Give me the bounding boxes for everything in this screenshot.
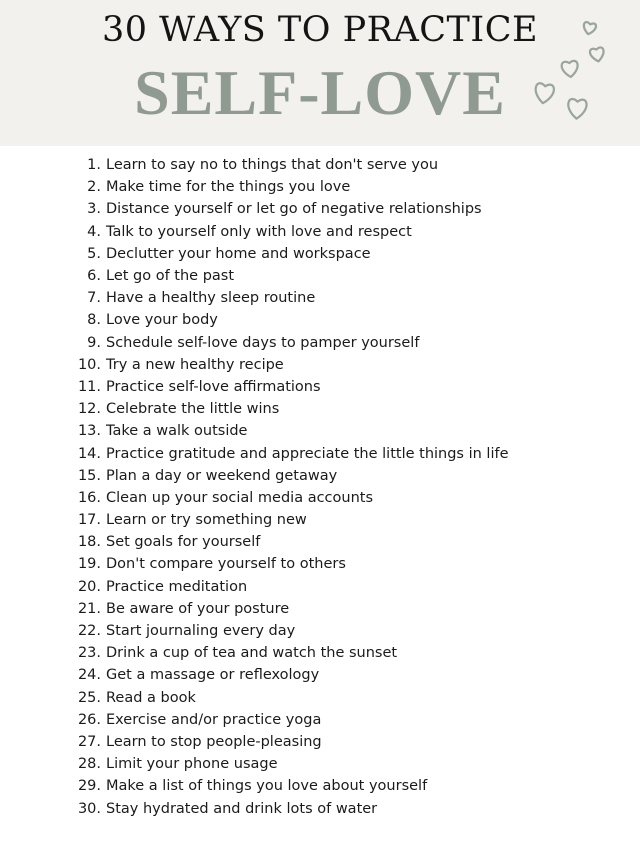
list-item-text: Exercise and/or practice yoga	[106, 711, 322, 728]
list-item	[0, 753, 640, 775]
list-item-number: 23.	[77, 645, 101, 662]
list-item-number: 18.	[77, 534, 101, 551]
heart-outline-icon	[582, 22, 596, 36]
list-item-number: 11.	[77, 378, 101, 395]
list-item	[0, 797, 640, 819]
list-item-number: 28.	[77, 756, 101, 773]
list-item	[0, 243, 640, 265]
list-item-text: Learn to say no to things that don't serve you	[106, 157, 439, 174]
list-item	[0, 620, 640, 642]
list-item	[0, 598, 640, 620]
list-item	[0, 354, 640, 376]
list-item-text: Schedule self-love days to pamper yourself	[106, 334, 420, 351]
list-item-number: 16.	[77, 489, 101, 506]
list-item	[0, 376, 640, 398]
list-item-text: Be aware of your posture	[106, 600, 290, 617]
list-item-text: Clean up your social media accounts	[106, 489, 374, 506]
list-item-number: 17.	[77, 512, 101, 529]
list-item	[0, 487, 640, 509]
list-item-text: Stay hydrated and drink lots of water	[106, 800, 378, 817]
list-item-text: Practice gratitude and appreciate the little things in life	[106, 445, 509, 462]
header-banner	[0, 0, 640, 146]
list-item-number: 22.	[77, 623, 101, 640]
list-item-number: 29.	[77, 778, 101, 795]
list-item-text: Love your body	[106, 312, 218, 329]
list-item-text: Practice self-love affirmations	[106, 378, 321, 395]
list-item	[0, 420, 640, 442]
list-item-text: Let go of the past	[106, 268, 235, 285]
list-item	[0, 731, 640, 753]
self-love-list	[0, 154, 640, 820]
list-item	[0, 442, 640, 464]
list-item	[0, 309, 640, 331]
list-item-number: 30.	[77, 800, 101, 817]
list-item-number: 3.	[87, 201, 101, 218]
title-main: SELF-LOVE	[134, 57, 506, 128]
list-item-text: Limit your phone usage	[106, 756, 278, 773]
list-item-text: Learn or try something new	[106, 512, 307, 529]
list-item-text: Get a massage or reflexology	[106, 667, 320, 684]
list-item-text: Try a new healthy recipe	[106, 356, 284, 373]
list-item-text: Talk to yourself only with love and respect	[106, 223, 412, 240]
list-item-number: 20.	[77, 578, 101, 595]
list-item	[0, 465, 640, 487]
list-item	[0, 775, 640, 797]
list-item-number: 9.	[87, 334, 101, 351]
list-item-text: Start journaling every day	[106, 623, 296, 640]
list-item	[0, 176, 640, 198]
heart-outline-icon	[534, 83, 555, 105]
list-item	[0, 531, 640, 553]
list-item-number: 6.	[87, 268, 101, 285]
heart-outline-icon	[567, 99, 587, 120]
list-item-number: 8.	[87, 312, 101, 329]
list-item-text: Learn to stop people-pleasing	[106, 733, 322, 750]
list-item	[0, 287, 640, 309]
list-item-text: Make time for the things you love	[106, 179, 351, 196]
list-item	[0, 198, 640, 220]
list-item-text: Distance yourself or let go of negative relationships	[106, 201, 482, 218]
list-item	[0, 265, 640, 287]
list-item-number: 4.	[87, 223, 101, 240]
list-item-number: 7.	[87, 290, 101, 307]
list-item	[0, 687, 640, 709]
list-item	[0, 332, 640, 354]
list-item-text: Celebrate the little wins	[106, 401, 280, 418]
list-item-number: 2.	[87, 179, 101, 196]
list-item-number: 1.	[87, 157, 101, 174]
list-item-number: 19.	[77, 556, 101, 573]
list-item	[0, 576, 640, 598]
list-item	[0, 553, 640, 575]
list-item-number: 24.	[77, 667, 101, 684]
list-item-number: 14.	[77, 445, 101, 462]
list-item-number: 27.	[77, 733, 101, 750]
list-item-number: 25.	[77, 689, 101, 706]
list-item-text: Declutter your home and workspace	[106, 245, 371, 262]
list-item-number: 5.	[87, 245, 101, 262]
list-item-text: Have a healthy sleep routine	[106, 290, 316, 307]
list-item-text: Drink a cup of tea and watch the sunset	[106, 645, 398, 662]
hearts-icon	[530, 18, 620, 128]
heart-outline-icon	[589, 47, 605, 63]
list-item	[0, 709, 640, 731]
list-item-text: Plan a day or weekend getaway	[106, 467, 338, 484]
list-item-number: 15.	[77, 467, 101, 484]
list-item-number: 10.	[77, 356, 101, 373]
list-item-number: 21.	[77, 600, 101, 617]
list-item-number: 12.	[77, 401, 101, 418]
list-item-text: Practice meditation	[106, 578, 248, 595]
heart-outline-icon	[561, 61, 579, 78]
list-item	[0, 509, 640, 531]
list-item	[0, 221, 640, 243]
list-item-text: Set goals for yourself	[106, 534, 261, 551]
list-item-text: Take a walk outside	[106, 423, 248, 440]
list-item	[0, 642, 640, 664]
list-item	[0, 398, 640, 420]
list-item-number: 26.	[77, 711, 101, 728]
list-item	[0, 664, 640, 686]
list-item-text: Don't compare yourself to others	[106, 556, 346, 573]
list-item-text: Read a book	[106, 689, 196, 706]
list-item-text: Make a list of things you love about yourself	[106, 778, 428, 795]
title-top: 30 WAYS TO PRACTICE	[101, 10, 539, 50]
list-item-number: 13.	[77, 423, 101, 440]
list-item	[0, 154, 640, 176]
